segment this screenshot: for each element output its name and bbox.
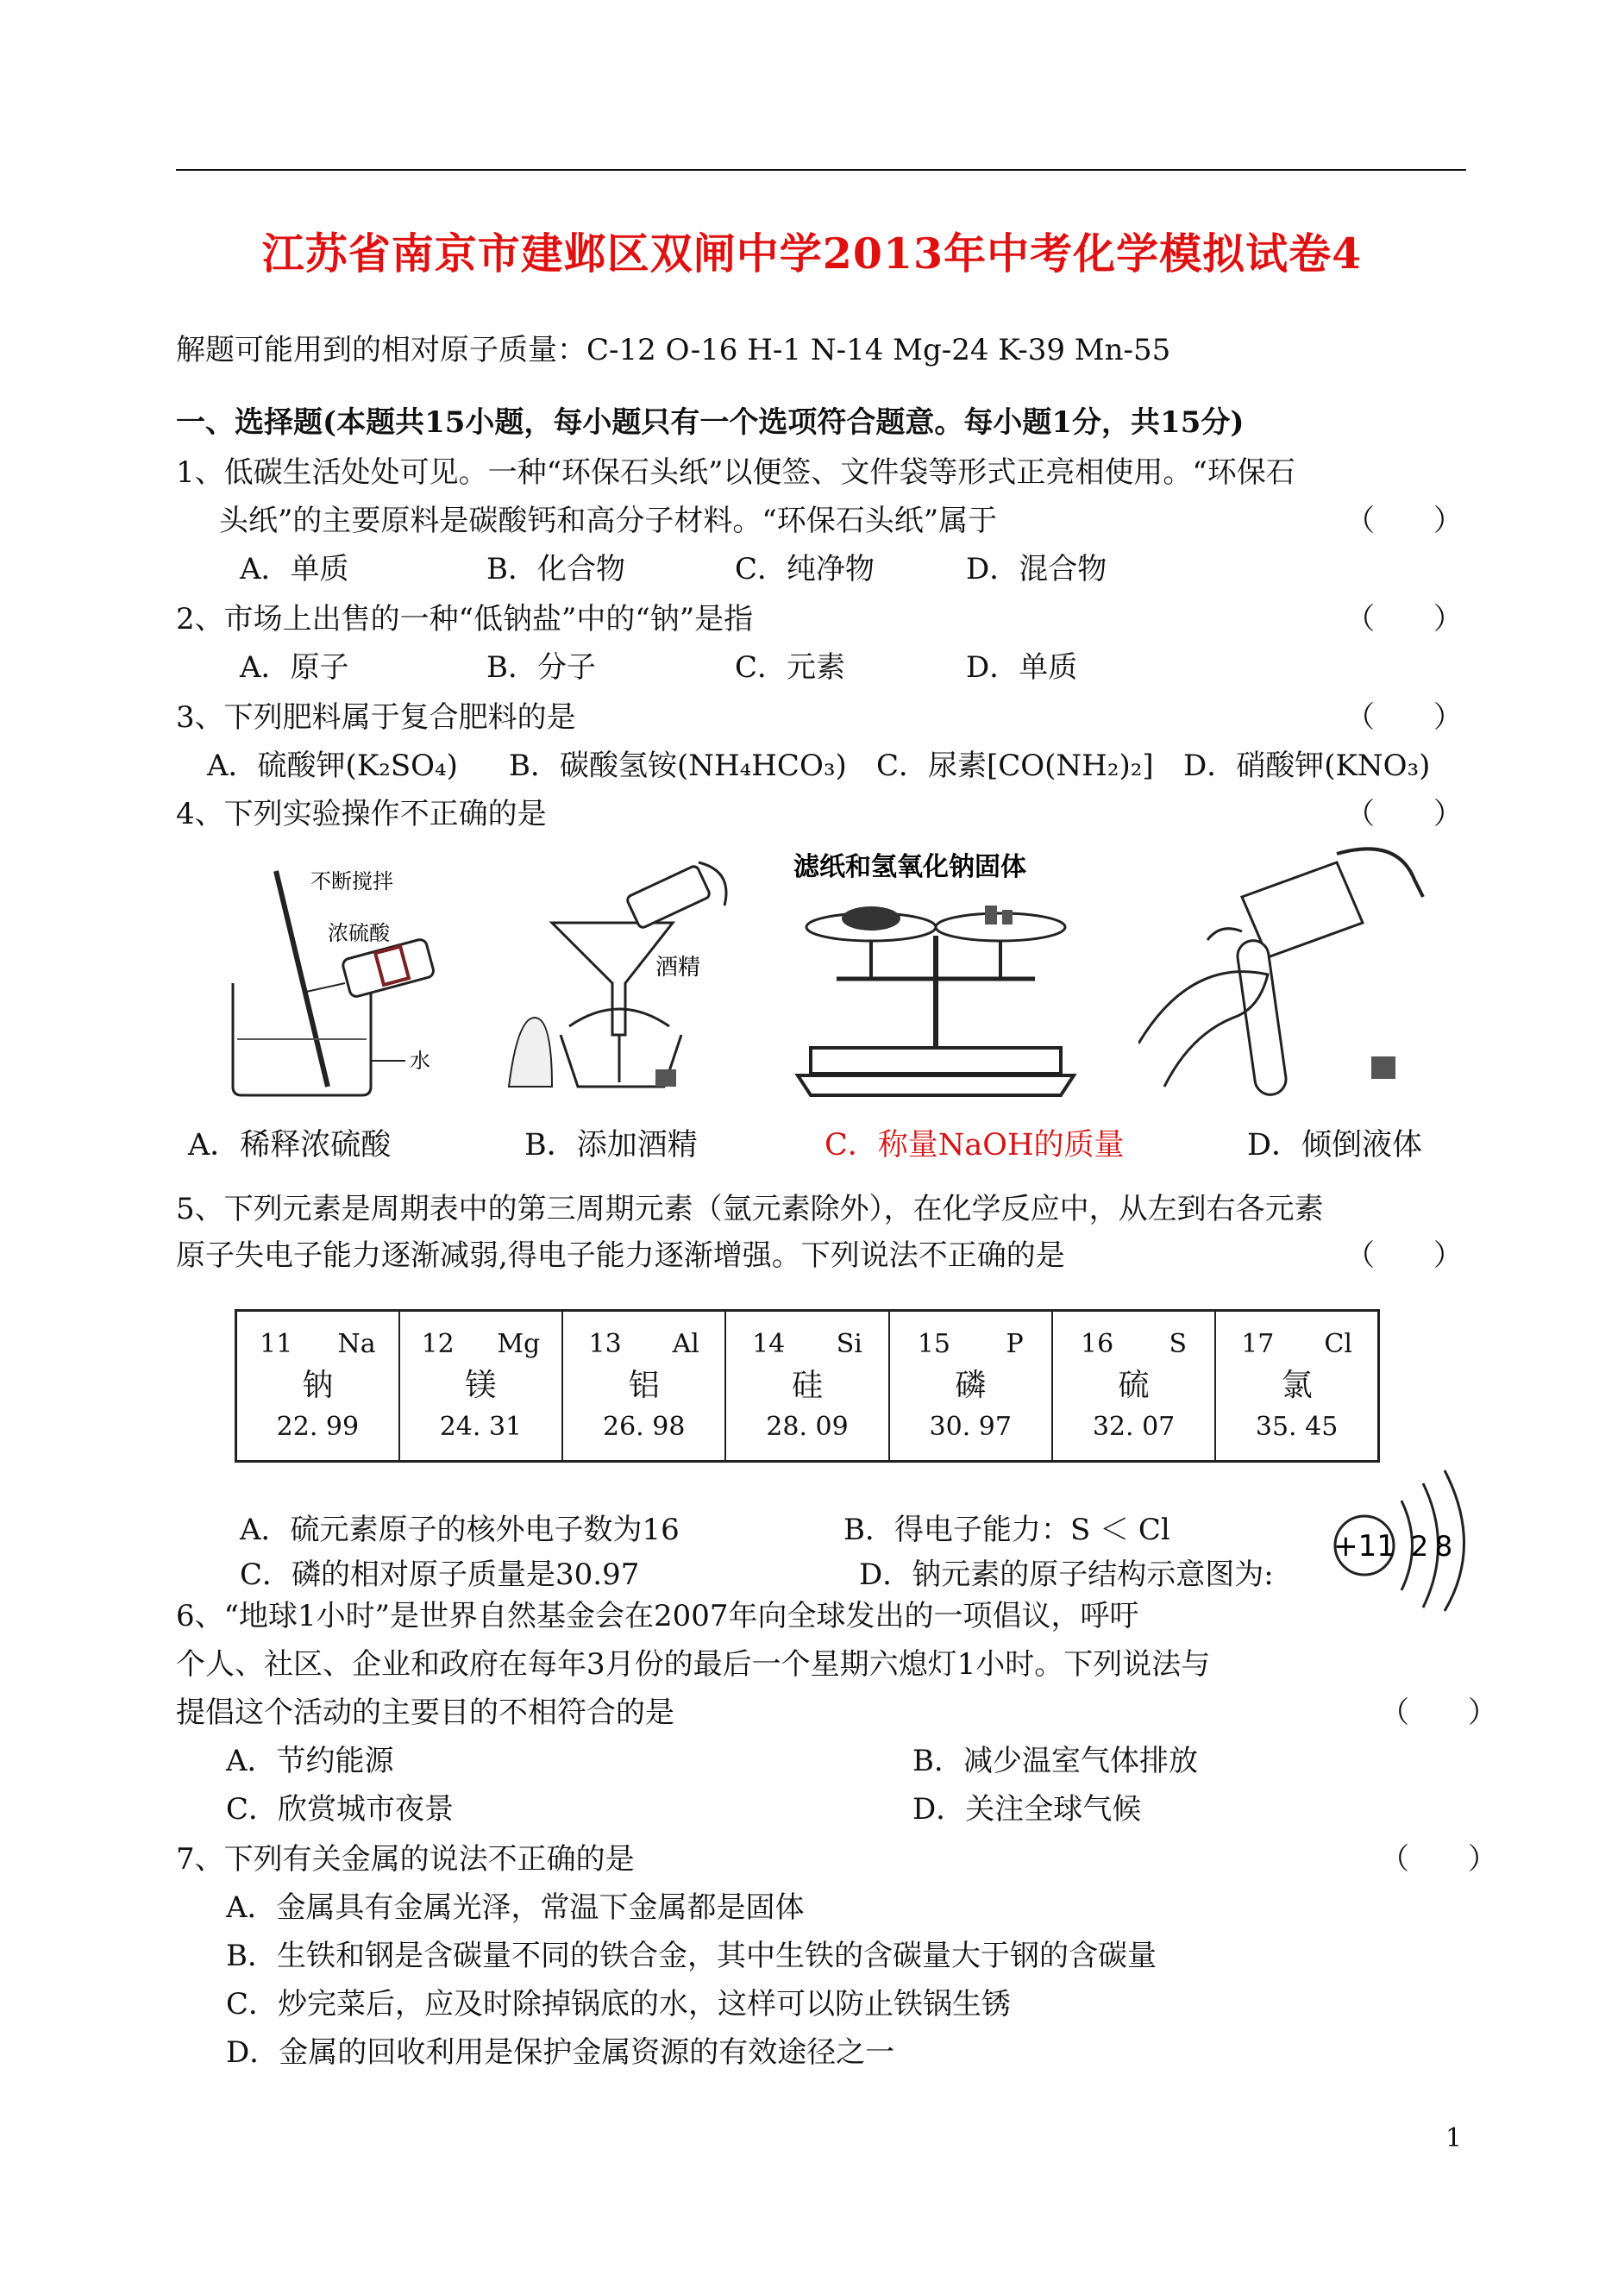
q6-stem-line2: 个人、社区、企业和政府在每年3月份的最后一个星期六熄灯1小时。下列说法与 [176, 1647, 1211, 1682]
q3-option-a: A．硫酸钾(K₂SO₄) [207, 749, 458, 783]
q7-answer-blank: （ ） [1380, 1842, 1497, 1877]
q1-option-a: A．单质 [240, 552, 349, 586]
q1-stem-line1: 1、低碳生活处处可见。一种“环保石头纸”以便签、文件袋等形式正亮相使用。“环保石 [176, 455, 1295, 490]
figure-balance [785, 849, 1087, 1108]
periodic-table-row [235, 1309, 1380, 1463]
q4-caption-a: A．稀释浓硫酸 [188, 1128, 392, 1163]
q2-option-d: D．单质 [966, 650, 1078, 685]
q6-option-a: A．节约能源 [226, 1744, 394, 1778]
q6-option-d: D．关注全球气候 [912, 1792, 1142, 1827]
atom-nucleus-label: +11 [1333, 1529, 1395, 1564]
q3-answer-blank: （ ） [1345, 700, 1463, 735]
q1-answer-blank: （ ） [1345, 504, 1463, 538]
figure-dilute-acid [216, 854, 448, 1104]
element-cell: 11 Na 钠 22. 99 [236, 1311, 399, 1462]
q5-option-d: D．钠元素的原子结构示意图为: [859, 1558, 1274, 1592]
q3-option-d: D．硝酸钾(KNO₃) [1183, 749, 1431, 783]
label-alcohol: 酒精 [655, 955, 701, 981]
q6-stem-line1: 6、“地球1小时”是世界自然基金会在2007年向全球发出的一项倡议，呼吁 [176, 1599, 1139, 1633]
page-title: 江苏省南京市建邺区双闸中学2013年中考化学模拟试卷4 [261, 229, 1363, 279]
label-acid: 浓硫酸 [328, 921, 390, 945]
q5-option-a: A．硫元素原子的核外电子数为16 [240, 1513, 680, 1547]
section-heading: 一、选择题(本题共15小题，每小题只有一个选项符合题意。每小题1分，共15分) [176, 405, 1245, 440]
q5-stem-line2: 原子失电子能力逐渐减弱,得电子能力逐渐增强。下列说法不正确的是 [176, 1238, 1065, 1273]
sodium-atom-diagram [1328, 1466, 1475, 1613]
q6-stem-line3: 提倡这个活动的主要目的不相符合的是 [176, 1695, 674, 1730]
q3-stem: 3、下列肥料属于复合肥料的是 [176, 700, 576, 735]
q1-option-c: C．纯净物 [735, 552, 875, 586]
q6-answer-blank: （ ） [1380, 1695, 1497, 1730]
q4-stem: 4、下列实验操作不正确的是 [176, 797, 547, 831]
q2-answer-blank: （ ） [1345, 602, 1463, 636]
figure-pour-liquid [1138, 845, 1432, 1104]
page-number: 1 [1445, 2123, 1463, 2153]
q3-option-b: B．碳酸氢铵(NH₄HCO₃) [509, 749, 847, 783]
q6-option-b: B．减少温室气体排放 [912, 1744, 1198, 1778]
q2-option-c: C．元素 [735, 650, 846, 685]
element-cell: 12 Mg 镁 24. 31 [399, 1311, 562, 1462]
atomic-masses: 解题可能用到的相对原子质量：C-12 O-16 H-1 N-14 Mg-24 K-39 Mn-55 [176, 333, 1171, 367]
q1-stem-line2: 头纸”的主要原料是碳酸钙和高分子材料。“环保石头纸”属于 [219, 504, 998, 538]
atom-shell2-count: 8 [1434, 1530, 1453, 1563]
q4-caption-c: C．称量NaOH的质量 [825, 1128, 1125, 1163]
element-cell: 15 P 磷 30. 97 [889, 1311, 1052, 1462]
q7-option-c: C．炒完菜后，应及时除掉锅底的水，这样可以防止铁锅生锈 [226, 1987, 1012, 2021]
q5-option-b: B．得电子能力：S ＜ Cl [843, 1513, 1170, 1547]
q6-option-c: C．欣赏城市夜景 [226, 1792, 455, 1827]
q1-option-d: D．混合物 [966, 552, 1107, 586]
label-balance: 滤纸和氢氧化钠固体 [793, 852, 1026, 882]
element-cell: 13 Al 铝 26. 98 [562, 1311, 725, 1462]
q4-answer-blank: （ ） [1345, 797, 1463, 831]
q4-caption-b: B．添加酒精 [524, 1128, 698, 1163]
q5-answer-blank: （ ） [1345, 1238, 1463, 1273]
element-cell: 17 Cl 氯 35. 45 [1215, 1311, 1378, 1462]
element-cell: 14 Si 硅 28. 09 [725, 1311, 888, 1462]
label-water: 水 [410, 1049, 430, 1073]
q3-option-c: C．尿素[CO(NH₂)₂] [876, 749, 1154, 783]
figure-add-alcohol [500, 854, 759, 1104]
q2-option-a: A．原子 [240, 650, 349, 685]
element-cell: 16 S 硫 32. 07 [1052, 1311, 1215, 1462]
q7-option-a: A．金属具有金属光泽，常温下金属都是固体 [226, 1890, 805, 1925]
q7-option-b: B．生铁和钢是含碳量不同的铁合金，其中生铁的含碳量大于钢的含碳量 [226, 1939, 1157, 1973]
atom-shell1-count: 2 [1410, 1530, 1429, 1563]
q7-option-d: D．金属的回收利用是保护金属资源的有效途径之一 [226, 2035, 895, 2070]
header-rule [176, 169, 1466, 171]
q2-option-b: B．分子 [486, 650, 596, 685]
q5-stem-line1: 5、下列元素是周期表中的第三周期元素（氩元素除外），在化学反应中，从左到右各元素 [176, 1192, 1324, 1226]
q5-option-c: C．磷的相对原子质量是30.97 [240, 1558, 640, 1592]
q7-stem: 7、下列有关金属的说法不正确的是 [176, 1842, 635, 1877]
q1-option-b: B．化合物 [486, 552, 625, 586]
q4-caption-d: D．倾倒液体 [1247, 1128, 1423, 1163]
q2-stem: 2、市场上出售的一种“低钠盐”中的“钠”是指 [176, 602, 754, 636]
label-stir: 不断搅拌 [310, 869, 393, 893]
